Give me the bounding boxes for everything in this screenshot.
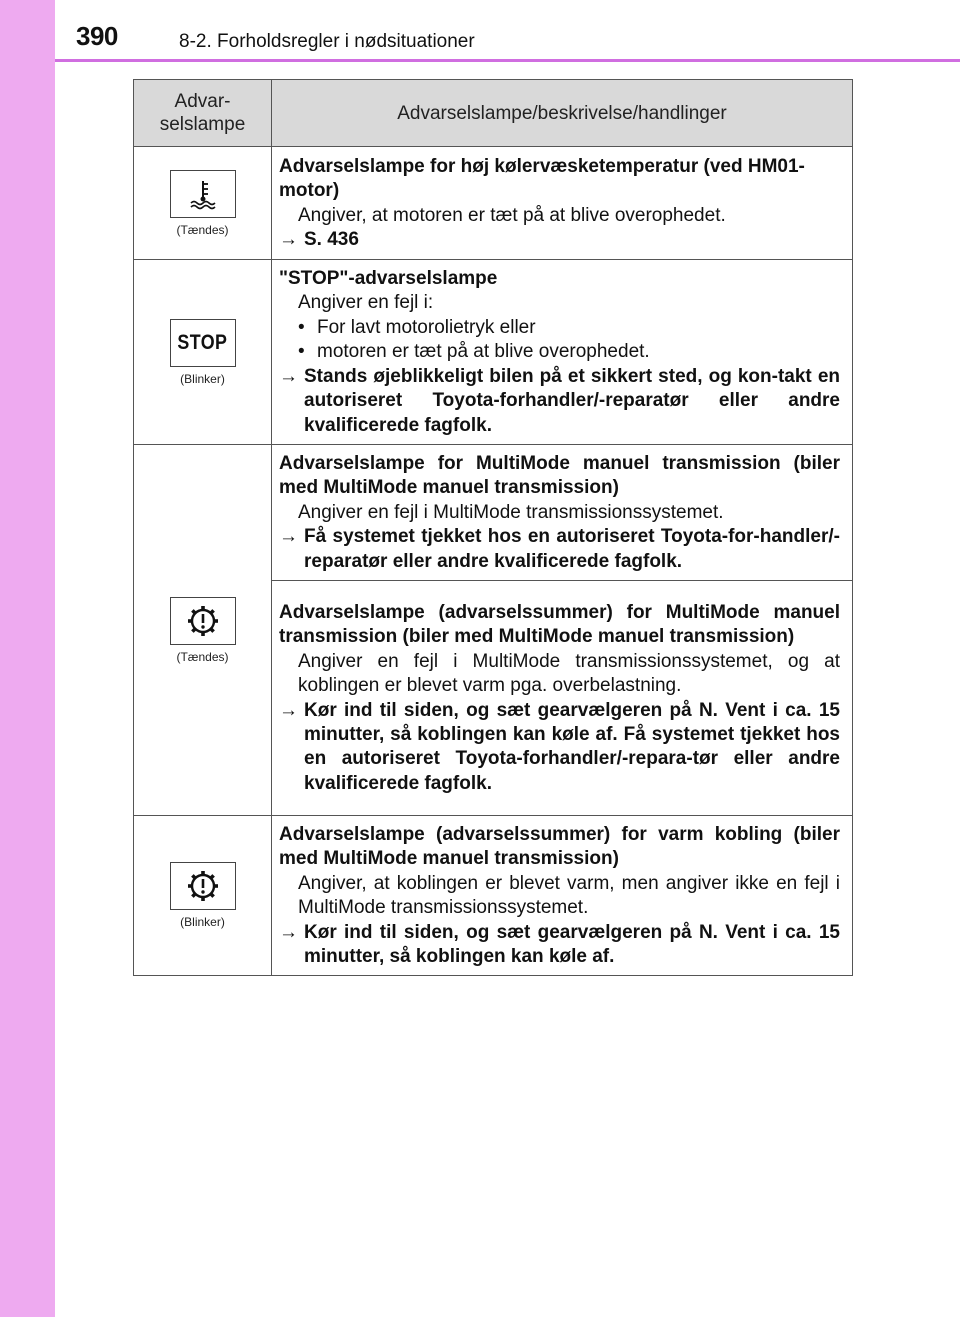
lamp-state-label: (Tændes): [176, 649, 229, 664]
warning-title: Advarselslampe for MultiMode manuel transmission (biler med MultiMode manuel transmission): [279, 453, 840, 499]
warning-title: Advarselslampe (advarselssummer) for varm kobling (biler med MultiMode manuel transmission): [279, 824, 840, 870]
lamp-cell: [134, 816, 272, 976]
action-text: Kør ind til siden, og sæt gearvælgeren på N. Vent i ca. 15 minutter, så koblingen kan køle af. Få systemet tjekket hos en autoriseret Toyota-forhandler/-repara-tør eller andre kvalificerede fagfolk.: [304, 699, 840, 794]
gear-warning-icon: [170, 597, 236, 645]
warning-action: [279, 525, 840, 574]
warning-indication: Angiver en fejl i MultiMode transmissionssystemet.: [298, 501, 724, 523]
stop-icon-text: STOP: [177, 330, 228, 354]
table-row: [134, 147, 853, 260]
table-row: [134, 260, 853, 445]
lamp-state-label: (Blinker): [180, 371, 225, 386]
warning-title: Advarselslampe for høj kølervæsketemperatur (ved HM01-motor): [279, 155, 805, 202]
side-color-bar: [0, 0, 55, 1317]
warning-indication: Angiver, at motoren er tæt på at blive overophedet.: [298, 204, 726, 226]
action-text: Kør ind til siden, og sæt gearvælgeren på N. Vent i ca. 15 minutter, så koblingen kan køle af.: [304, 921, 840, 968]
arrow-icon: →: [279, 526, 298, 548]
header-rule: [55, 59, 960, 62]
lamp-state-label: (Tændes): [176, 222, 229, 237]
warning-title: Advarselslampe (advarselssummer) for MultiMode manuel transmission (biler med MultiMode manuel transmission): [279, 601, 840, 648]
table-header-row: [134, 80, 853, 147]
col-header-lamp-text: Advar- selslampe: [159, 91, 246, 135]
col-header-lamp: [134, 80, 272, 147]
warning-lamp-table: [133, 79, 853, 976]
description-cell: [272, 816, 853, 976]
lamp-cell: [134, 147, 272, 260]
warning-indication: Angiver en fejl i MultiMode transmissionssystemet, og at koblingen er blevet varm pga. overbelastning.: [298, 650, 840, 697]
arrow-icon: →: [279, 921, 298, 943]
bullet-icon: •: [298, 316, 305, 338]
stop-icon: [170, 319, 236, 367]
action-text: Stands øjeblikkeligt bilen på et sikkert sted, og kon-takt en autoriseret Toyota-forhandler/-reparatør eller andre kvalificerede fagfolk.: [304, 365, 840, 436]
warning-indication: Angiver, at koblingen er blevet varm, men angiver ikke en fejl i MultiMode transmissionssystemet.: [298, 872, 840, 919]
action-text: S. 436: [304, 228, 359, 250]
warning-action: [279, 228, 840, 252]
action-text: Få systemet tjekket hos en autoriseret Toyota-for-handler/-reparatør eller andre kvalificerede fagfolk.: [304, 526, 840, 572]
bullet-item: • motoren er tæt på at blive overophedet.: [279, 340, 840, 364]
coolant-temperature-icon: [170, 170, 236, 218]
arrow-icon: →: [279, 699, 298, 721]
table-row: [134, 445, 853, 581]
warning-action: [279, 699, 840, 797]
arrow-icon: →: [279, 365, 298, 387]
lamp-cell: [134, 445, 272, 816]
page-number: 390: [76, 21, 118, 51]
lamp-state-label: (Blinker): [180, 915, 225, 930]
description-cell: [272, 260, 853, 445]
description-cell: [272, 581, 853, 816]
warning-action: [279, 921, 840, 970]
gear-warning-icon: [170, 862, 236, 910]
arrow-icon: →: [279, 228, 298, 250]
section-title: 8-2. Forholdsregler i nødsituationer: [179, 31, 475, 52]
bullet-icon: •: [298, 341, 305, 363]
col-header-desc: Advarselslampe/beskrivelse/handlinger: [272, 80, 853, 147]
description-cell: [272, 445, 853, 581]
warning-action: [279, 365, 840, 438]
warning-title: "STOP"-advarselslampe: [279, 268, 498, 290]
table-row: [134, 816, 853, 976]
lamp-cell: [134, 260, 272, 445]
description-cell: [272, 147, 853, 260]
bullet-item: • For lavt motorolietryk eller: [279, 316, 840, 340]
warning-indication: Angiver en fejl i:: [298, 292, 434, 314]
